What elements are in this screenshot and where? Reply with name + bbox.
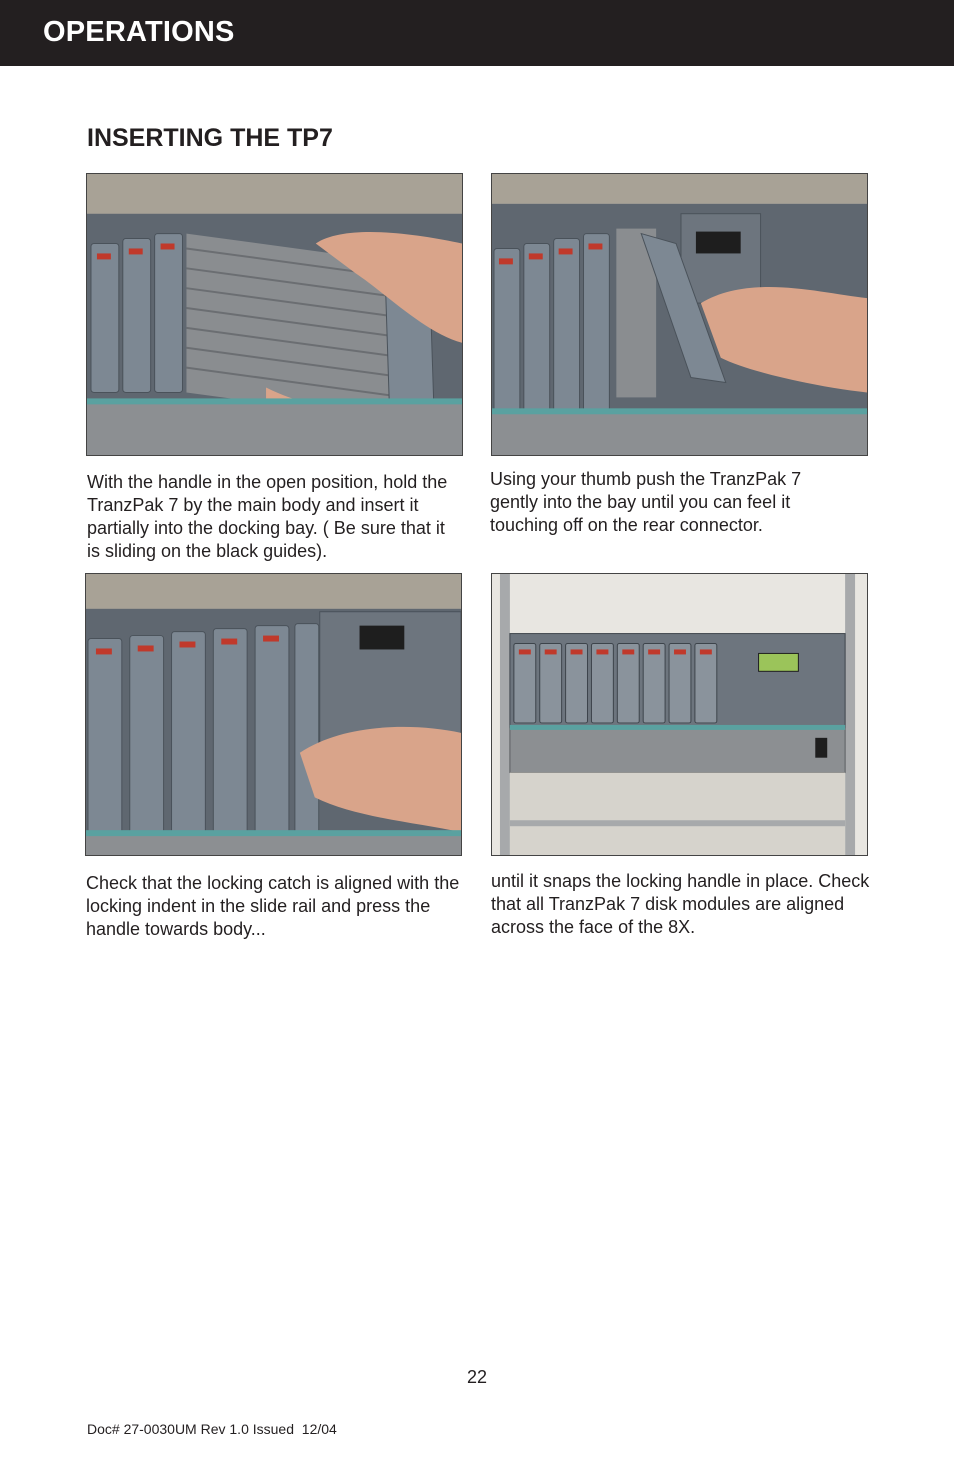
- step-3-caption: Check that the locking catch is aligned with the locking indent in the slide rail and press the handle towards body...: [86, 873, 460, 939]
- step-1-caption: With the handle in the open position, hold the TranzPak 7 by the main body and insert it partially into the docking bay. ( Be sure that it is sliding on the black guides).: [87, 472, 448, 561]
- page-number: 22: [466, 1367, 488, 1387]
- step-2-caption: Using your thumb push the TranzPak 7 gently into the bay until you can feel it touching off on the rear connector.: [490, 469, 802, 535]
- step-3-photo: [85, 573, 462, 856]
- header-title: OPERATIONS: [43, 16, 235, 48]
- step-2-photo: [491, 173, 868, 456]
- document-id: Doc# 27-0030UM Rev 1.0 Issued 12/04: [87, 1421, 337, 1437]
- step-1-photo: [86, 173, 463, 456]
- step-4-photo: [491, 573, 868, 856]
- section-title: INSERTING THE TP7: [87, 124, 333, 152]
- step-4-caption: until it snaps the locking handle in place. Check that all TranzPak 7 disk modules are aligned across the face of the 8X.: [491, 871, 870, 937]
- header-bar: [0, 0, 954, 66]
